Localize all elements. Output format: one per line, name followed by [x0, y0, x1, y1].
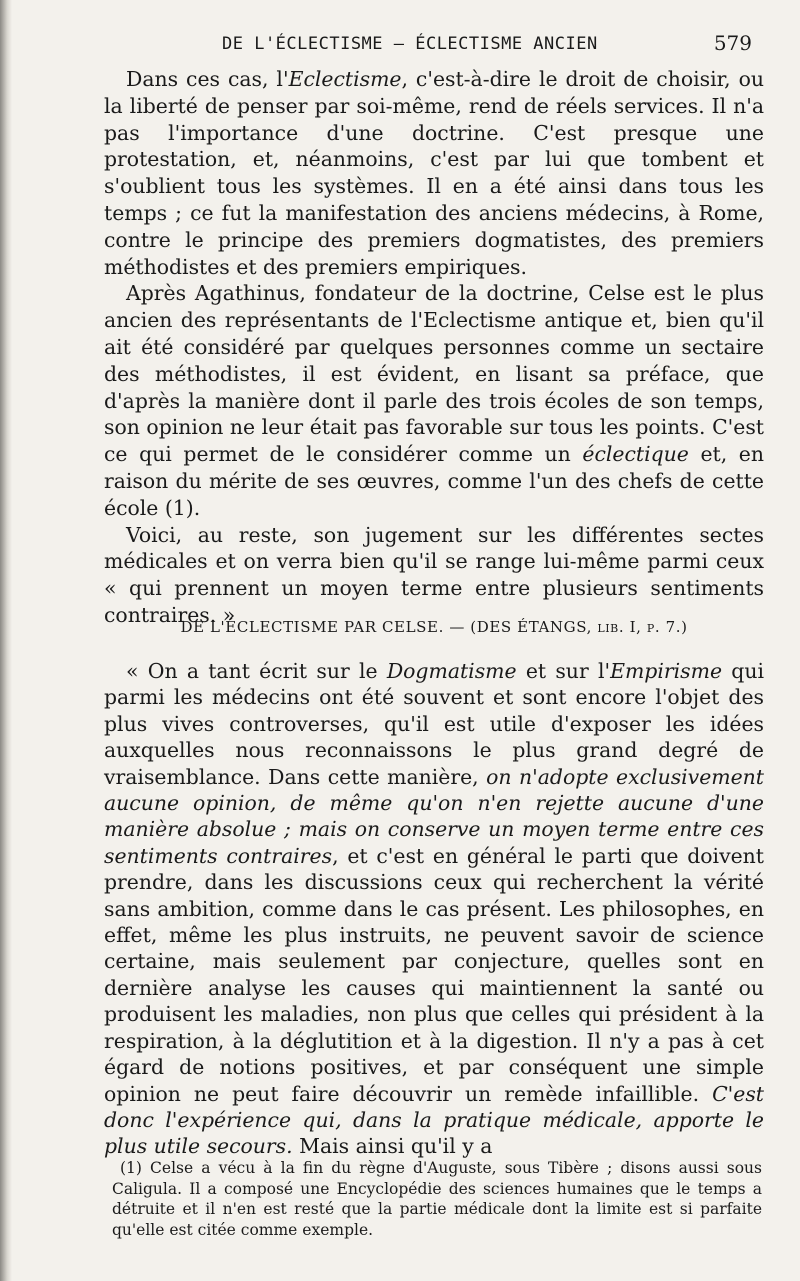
- italic-emphasis: Empirisme: [610, 659, 723, 683]
- italic-emphasis: C'est donc l'expérience qui, dans la pratique médicale, apporte le plus utile secours.: [104, 1081, 764, 1159]
- celsus-quotation: [104, 658, 764, 1160]
- running-title: DE L'ÉCLECTISME — ÉCLECTISME ANCIEN: [222, 34, 598, 54]
- paragraph: Voici, au reste, son jugement sur les différentes sectes médicales et on verra bien qu'il se range lui-même parmi ceux « qui prennent un moyen terme entre plusieurs sentiments contraires. »: [104, 522, 764, 627]
- italic-emphasis: éclectique: [582, 442, 689, 467]
- quotation-paragraph: « On a tant écrit sur le Dogmatisme et sur l'Empirisme qui parmi les médecins ont été souvent et sont encore l'objet des plus vives controverses, qu'il est utile d'exposer les idées auxquelles nous reconnaissons le plus grand degré de vraisemblance. Dans cette manière, on n'adopte exclusivement aucune opinion, de même qu'on n'en rejette aucune d'une manière absolue ; mais on conserve un moyen terme entre ces sentiments contraires, et c'est en général le parti que doivent prendre, dans les discussions ceux qui recherchent la vérité sans ambition, comme dans le cas présent. Les philosophes, en effet, même les plus instruits, ne peuvent savoir de science certaine, mais seulement par conjecture, quelles sont en dernière analyse les causes qui maintiennent la santé ou produisent les maladies, non plus que celles qui président à la respiration, à la déglutition et à la digestion. Il n'y a pas à cet égard de notions positives, et par conséquent une simple opinion ne peut faire découvrir un remède infaillible. C'est donc l'expérience qui, dans la pratique médicale, apporte le plus utile secours. Mais ainsi qu'il y a: [104, 659, 764, 1159]
- footnote-text: (1) Celse a vécu à la fin du règne d'Auguste, sous Tibère ; disons aussi sous Caligula. Il a composé une Encyclopédie des sciences humaines que le temps a détruite et il n'en est resté que la partie médicale dont la limite est si parfaite qu'elle est citée comme exemple.: [112, 1159, 762, 1239]
- main-text: [104, 66, 764, 629]
- italic-emphasis: Dogmatisme: [386, 659, 517, 683]
- page-header: [100, 31, 752, 64]
- italic-emphasis: on n'adopte exclusivement aucune opinion, de même qu'on n'en rejette aucune d'une manière absolue ; mais on conserve un moyen terme entre ces sentiments contraires: [104, 764, 764, 868]
- paragraph: Dans ces cas, l'Eclectisme, c'est-à-dire le droit de choisir, ou la liberté de penser par soi-même, rend de réels services. Il n'a pas l'importance d'une doctrine. C'est presque une protestation, et, néanmoins, c'est par lui que tombent et s'oublient tous les systèmes. Il en a été ainsi dans tous les temps ; ce fut la manifestation des anciens médecins, à Rome, contre le principe des premiers dogmatistes, des premiers méthodistes et des premiers empiriques.: [104, 67, 764, 279]
- page-gutter-shadow: [0, 0, 12, 1281]
- section-heading: DE L'ÉCLECTISME PAR CELSE. — (DES ÉTANGS, lib. I, p. 7.): [180, 618, 688, 636]
- italic-emphasis: Eclectisme: [288, 67, 402, 91]
- footnote: [112, 1158, 762, 1240]
- paragraph: Après Agathinus, fondateur de la doctrine, Celse est le plus ancien des représentants de l'Eclectisme antique et, bien qu'il ait été considéré par quelques personnes comme un sectaire des méthodistes, il est évident, en lisant sa préface, que d'après la manière dont il parle des trois écoles de son temps, son opinion ne leur était pas favorable sur tous les points. C'est ce qui permet de le considérer comme un éclectique et, en raison du mérite de ses œuvres, comme l'un des chefs de cette école (1).: [104, 281, 765, 520]
- page-number: 579: [713, 31, 752, 55]
